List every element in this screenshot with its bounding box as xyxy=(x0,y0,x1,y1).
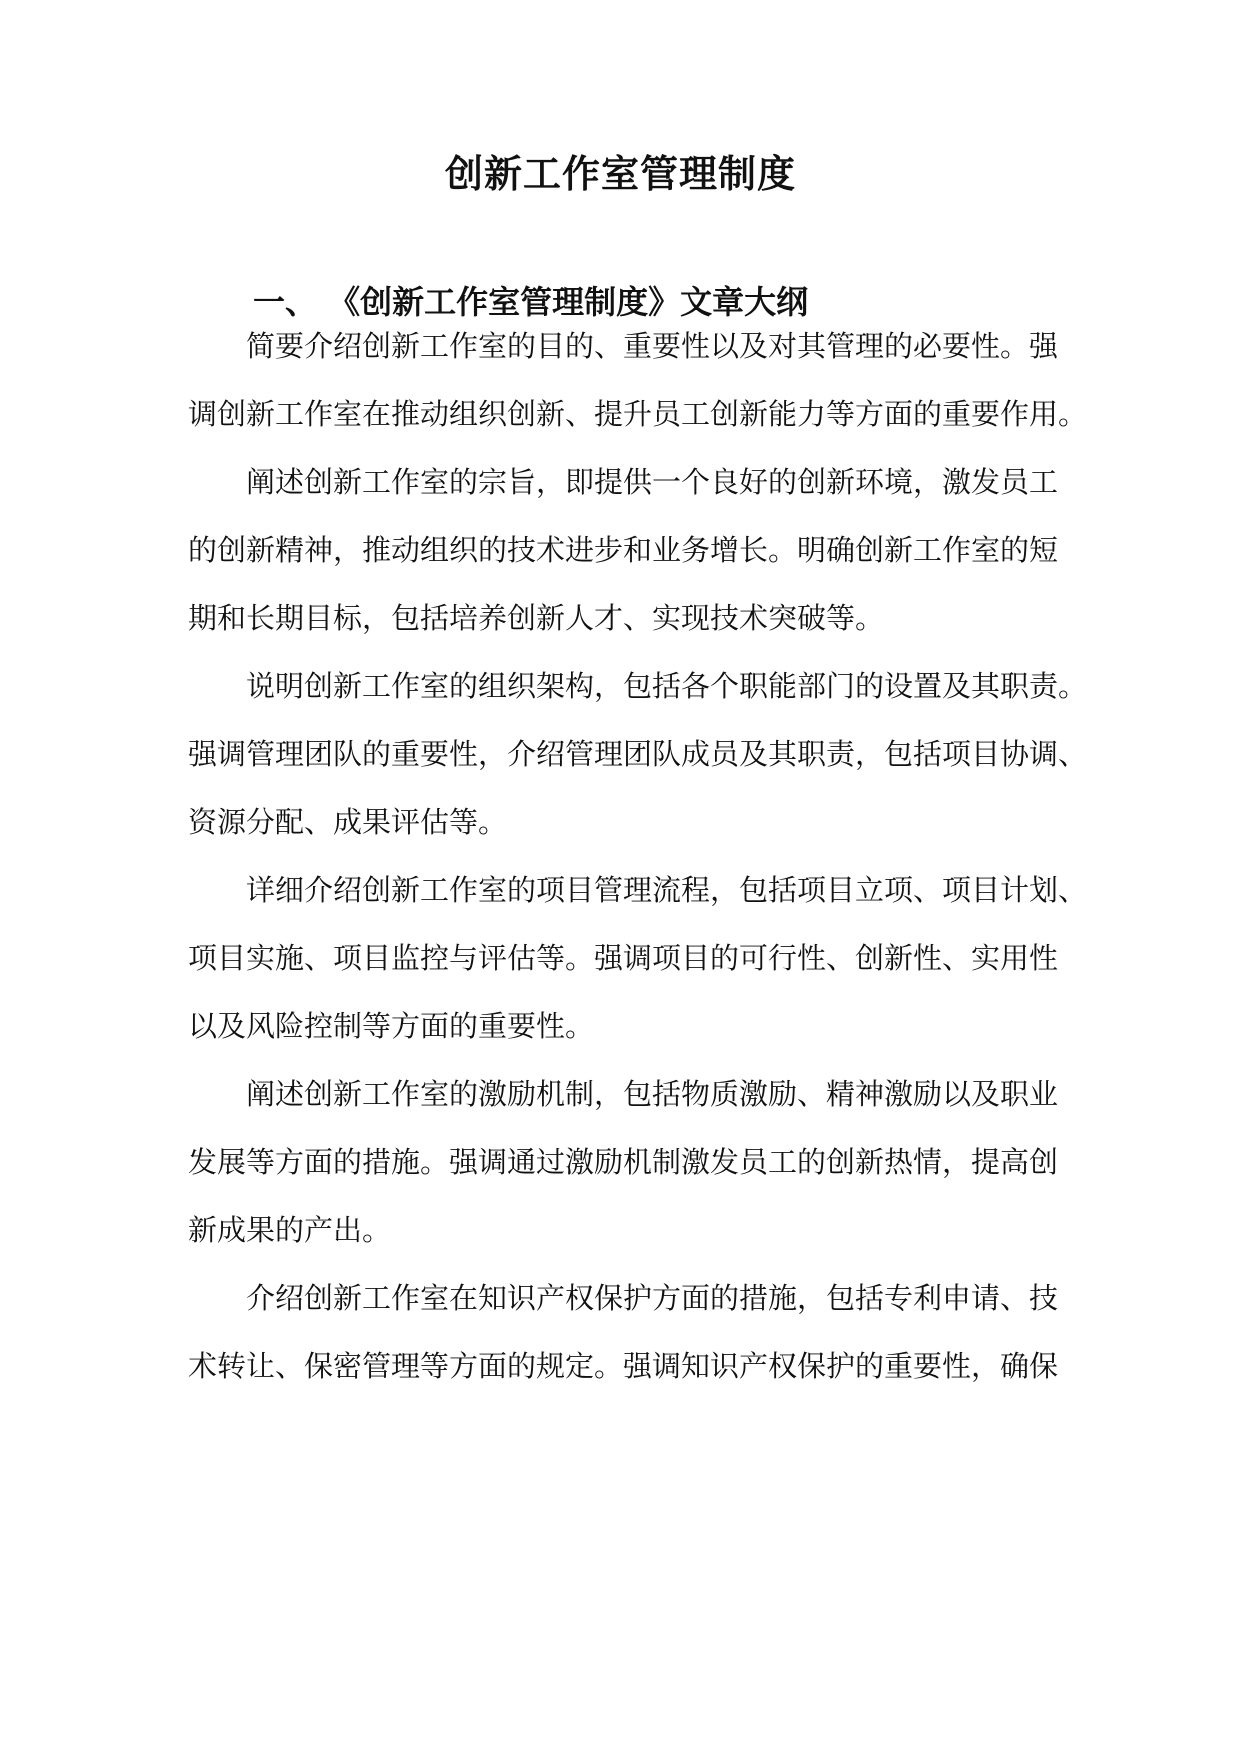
paragraph-line: 项目实施、项目监控与评估等。强调项目的可行性、创新性、实用性 xyxy=(188,941,1059,975)
paragraph-line: 介绍创新工作室在知识产权保护方面的措施，包括专利申请、技 xyxy=(246,1281,1059,1315)
document-title: 创新工作室管理制度 xyxy=(444,151,796,196)
paragraph-line: 术转让、保密管理等方面的规定。强调知识产权保护的重要性，确保 xyxy=(188,1349,1059,1383)
paragraph-line: 说明创新工作室的组织架构，包括各个职能部门的设置及其职责。 xyxy=(246,669,1088,703)
paragraph-line: 发展等方面的措施。强调通过激励机制激发员工的创新热情，提高创 xyxy=(188,1145,1059,1179)
paragraph-line: 的创新精神，推动组织的技术进步和业务增长。明确创新工作室的短 xyxy=(188,533,1059,567)
paragraph-line: 期和长期目标，包括培养创新人才、实现技术突破等。 xyxy=(188,601,885,635)
paragraph-line: 资源分配、成果评估等。 xyxy=(188,805,508,839)
paragraph-line: 以及风险控制等方面的重要性。 xyxy=(188,1009,595,1043)
paragraph-line: 阐述创新工作室的激励机制，包括物质激励、精神激励以及职业 xyxy=(246,1077,1059,1111)
paragraph-line: 调创新工作室在推动组织创新、提升员工创新能力等方面的重要作用。 xyxy=(188,397,1088,431)
section-heading: 一、 《创新工作室管理制度》文章大纲 xyxy=(253,283,809,321)
paragraph-line: 简要介绍创新工作室的目的、重要性以及对其管理的必要性。强 xyxy=(246,329,1059,363)
paragraph-line: 详细介绍创新工作室的项目管理流程，包括项目立项、项目计划、 xyxy=(246,873,1088,907)
paragraph-line: 强调管理团队的重要性，介绍管理团队成员及其职责，包括项目协调、 xyxy=(188,737,1088,771)
paragraph-line: 新成果的产出。 xyxy=(188,1213,392,1247)
paragraph-line: 阐述创新工作室的宗旨，即提供一个良好的创新环境，激发员工 xyxy=(246,465,1059,499)
